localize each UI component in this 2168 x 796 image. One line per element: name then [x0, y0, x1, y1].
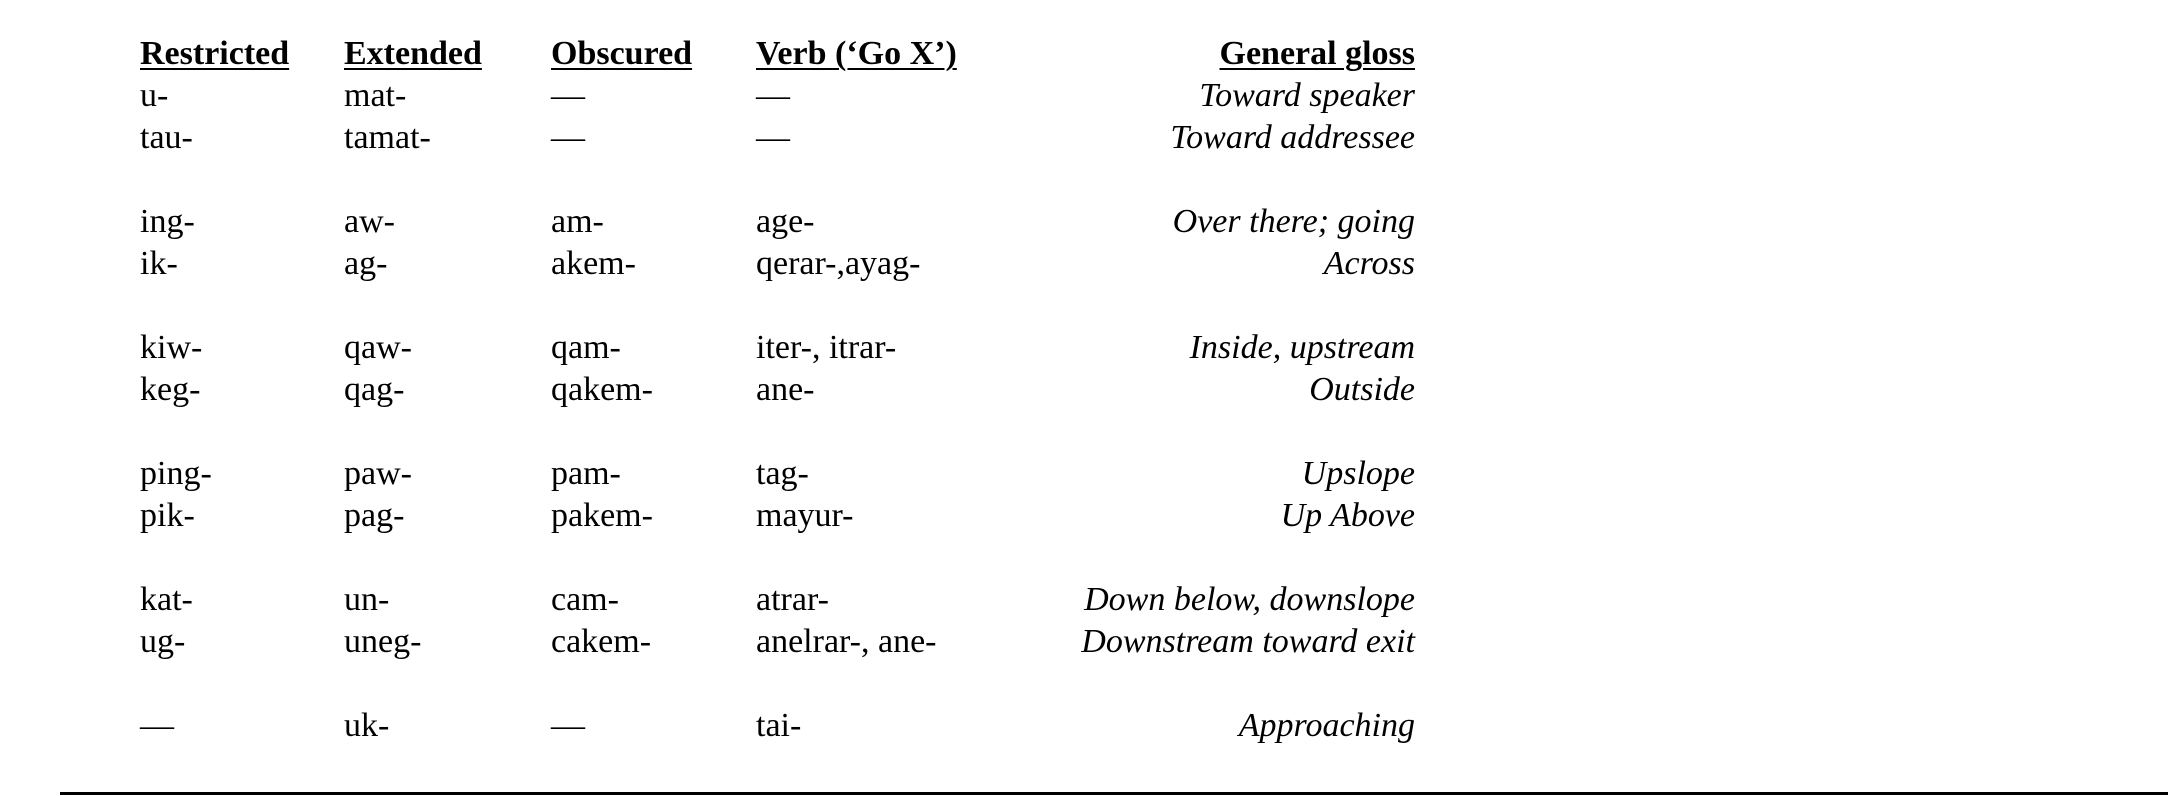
cell-gloss: Across — [1323, 245, 1415, 282]
cell-gloss: Up Above — [1280, 497, 1415, 534]
table-row — [140, 369, 1415, 411]
group-spacer — [140, 663, 1415, 705]
header-extended: Extended — [344, 35, 482, 72]
group-spacer — [140, 411, 1415, 453]
cell-extended: ag- — [344, 245, 388, 282]
cell-extended: uneg- — [344, 623, 422, 660]
cell-gloss: Outside — [1309, 371, 1415, 408]
table-row — [140, 453, 1415, 495]
table-row — [140, 117, 1415, 159]
cell-extended: tamat- — [344, 119, 431, 156]
cell-gloss: Toward addressee — [1170, 119, 1415, 156]
cell-obscured: pam- — [551, 455, 621, 492]
cell-obscured: — — [551, 77, 585, 114]
cell-restricted: ing- — [140, 203, 195, 240]
cell-verb: iter-, itrar- — [756, 329, 897, 366]
cell-extended: aw- — [344, 203, 395, 240]
cell-verb: tai- — [756, 707, 802, 744]
cell-obscured: qakem- — [551, 371, 653, 408]
cell-obscured: qam- — [551, 329, 621, 366]
table-row — [140, 705, 1415, 747]
cell-gloss: Upslope — [1301, 455, 1415, 492]
cell-restricted: ik- — [140, 245, 178, 282]
group-spacer — [140, 285, 1415, 327]
cell-obscured: cam- — [551, 581, 619, 618]
cell-verb: ane- — [756, 371, 815, 408]
cell-gloss: Down below, downslope — [1084, 581, 1415, 618]
group-spacer — [140, 159, 1415, 201]
cell-restricted: keg- — [140, 371, 201, 408]
cell-extended: qaw- — [344, 329, 412, 366]
cell-extended: paw- — [344, 455, 412, 492]
cell-obscured: akem- — [551, 245, 636, 282]
table-row — [140, 621, 1415, 663]
directional-prefix-table — [140, 33, 1415, 747]
cell-restricted: — — [140, 707, 174, 744]
header-obscured: Obscured — [551, 35, 693, 72]
cell-extended: pag- — [344, 497, 405, 534]
cell-obscured: — — [551, 707, 585, 744]
cell-extended: qag- — [344, 371, 405, 408]
cell-obscured: pakem- — [551, 497, 653, 534]
cell-verb: anelrar-, ane- — [756, 623, 937, 660]
table-row — [140, 495, 1415, 537]
cell-restricted: u- — [140, 77, 169, 114]
cell-restricted: kat- — [140, 581, 193, 618]
cell-obscured: cakem- — [551, 623, 652, 660]
header-general-gloss: General gloss — [1219, 35, 1415, 72]
cell-gloss: Approaching — [1238, 707, 1415, 744]
header-verb: Verb (‘Go X’) — [756, 35, 957, 72]
table-row — [140, 201, 1415, 243]
cell-gloss: Downstream toward exit — [1081, 623, 1415, 660]
group-spacer — [140, 537, 1415, 579]
cell-extended: un- — [344, 581, 390, 618]
cell-restricted: kiw- — [140, 329, 203, 366]
bottom-rule — [60, 792, 2168, 795]
cell-verb: — — [756, 77, 790, 114]
cell-verb: atrar- — [756, 581, 829, 618]
cell-verb: tag- — [756, 455, 809, 492]
table-row — [140, 579, 1415, 621]
cell-extended: mat- — [344, 77, 407, 114]
cell-verb: age- — [756, 203, 815, 240]
table-row — [140, 75, 1415, 117]
cell-verb: — — [756, 119, 790, 156]
cell-restricted: pik- — [140, 497, 195, 534]
cell-restricted: ping- — [140, 455, 212, 492]
header-restricted: Restricted — [140, 35, 290, 72]
cell-gloss: Over there; going — [1172, 203, 1415, 240]
cell-extended: uk- — [344, 707, 390, 744]
table-row — [140, 243, 1415, 285]
cell-verb: mayur- — [756, 497, 854, 534]
table-row — [140, 327, 1415, 369]
cell-restricted: ug- — [140, 623, 186, 660]
cell-obscured: — — [551, 119, 585, 156]
cell-verb: qerar-,ayag- — [756, 245, 921, 282]
cell-restricted: tau- — [140, 119, 193, 156]
cell-obscured: am- — [551, 203, 604, 240]
cell-gloss: Toward speaker — [1199, 77, 1415, 114]
cell-gloss: Inside, upstream — [1189, 329, 1415, 366]
table-header-row — [140, 33, 1415, 75]
